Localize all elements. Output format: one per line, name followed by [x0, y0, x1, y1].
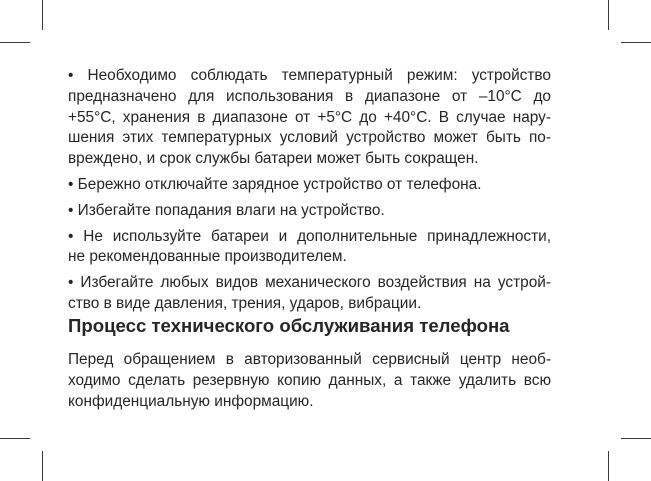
section-heading: Процесс технического обслуживания телефона — [68, 315, 510, 336]
text-line: +55°C, хранения в диапазоне от +5°C до +40°C. В случае нару- — [68, 108, 551, 126]
crop-mark-top-right-vertical — [608, 0, 609, 30]
text-line: • Бережно отключайте зарядное устройство от телефона. — [68, 175, 482, 193]
crop-mark-bottom-left-vertical — [42, 451, 43, 481]
crop-mark-bottom-right-horizontal — [621, 438, 651, 439]
crop-mark-top-left-horizontal — [0, 42, 30, 43]
text-line: Перед обращением в авторизованный сервисный центр необ- — [68, 351, 551, 368]
bullet-accessories — [68, 227, 551, 269]
text-line: • Избегайте попадания влаги на устройство. — [68, 201, 385, 219]
crop-mark-top-left-vertical — [42, 0, 43, 30]
bullet-mechanical — [68, 273, 551, 315]
bullet-charger — [68, 175, 551, 196]
text-line: • Не используйте батареи и дополнительные принадлежности, — [68, 227, 551, 245]
safety-bullet-list — [68, 66, 551, 320]
text-line: предназначено для использования в диапазоне от –10°C до — [68, 87, 551, 105]
crop-mark-bottom-right-vertical — [608, 451, 609, 481]
text-line: вреждено, и срок службы батареи может быть сокращен. — [68, 150, 479, 168]
text-line: • Избегайте любых видов механического воздействия на устрой- — [68, 274, 551, 292]
crop-mark-bottom-left-horizontal — [0, 438, 30, 439]
section-paragraph — [68, 350, 551, 412]
text-line: шения этих температурных условий устройство может быть по- — [68, 129, 551, 147]
text-line: ходимо сделать резервную копию данных, а также удалить всю — [68, 371, 551, 389]
text-line: не рекомендованные производителем. — [68, 248, 347, 266]
bullet-moisture — [68, 201, 551, 222]
bullet-temperature — [68, 66, 551, 170]
text-line: • Необходимо соблюдать температурный режим: устройство — [68, 67, 551, 84]
crop-mark-top-right-horizontal — [621, 42, 651, 43]
text-line: конфиденциальную информацию. — [68, 392, 314, 410]
text-line: ство в виде давления, трения, ударов, вибрации. — [68, 294, 422, 312]
